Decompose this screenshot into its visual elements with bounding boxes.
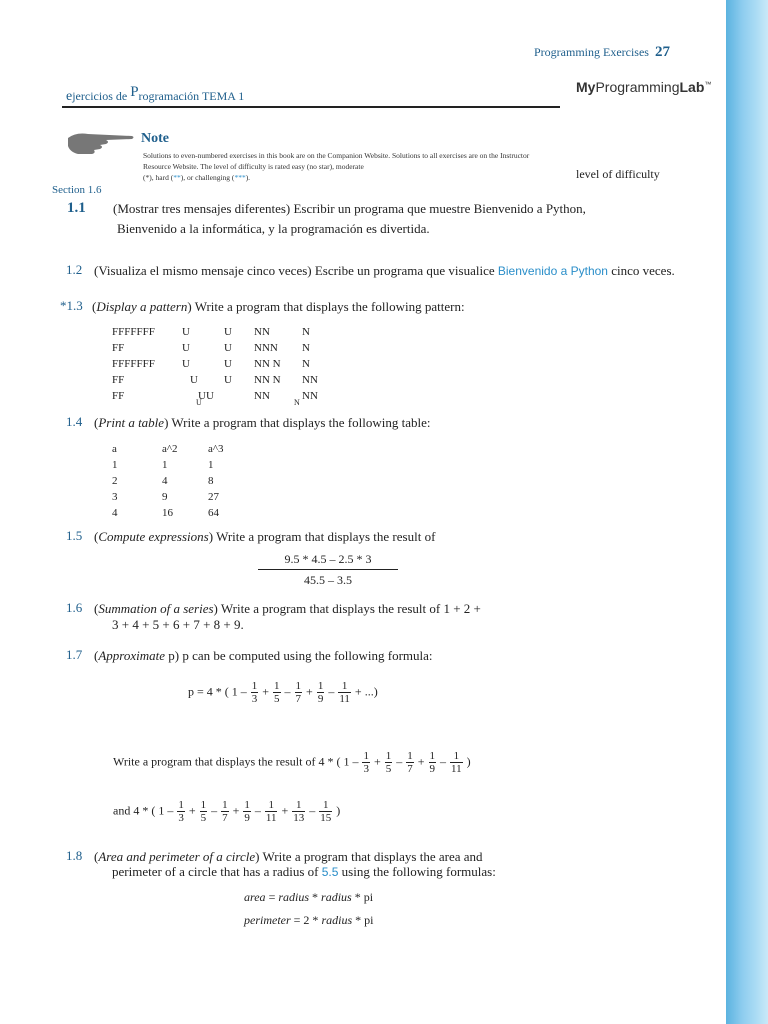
- pattern-cell: FF: [112, 342, 125, 354]
- exercise-1-4-text: [94, 414, 430, 432]
- pattern-cell: [224, 388, 254, 404]
- area-formula: [244, 890, 373, 905]
- paren: (: [94, 529, 99, 544]
- fraction: $\frac{1}{3}$: [363, 750, 369, 775]
- fraction: $\frac{1}{5}$: [385, 750, 392, 775]
- logo-lab: Lab: [679, 79, 705, 95]
- pattern-cell: FFFFFFF: [112, 358, 155, 370]
- exercise-number-1-7: 1.7: [66, 647, 83, 662]
- exercise-1-8-line-2b: using the following formulas:: [338, 864, 496, 879]
- pattern-row: [112, 340, 318, 356]
- table-cell: 16: [162, 507, 173, 519]
- exercise-1-3-rest: ) Write a program that displays the following pattern:: [187, 299, 465, 314]
- code-literal: Bienvenido a Python: [497, 264, 608, 278]
- pi-formula-tail: + ...): [354, 684, 378, 699]
- perimeter-formula: [244, 913, 373, 928]
- exercise-1-4-rest: ) Write a program that displays the following table:: [164, 415, 431, 430]
- exercise-1-4-title: Print a table: [98, 415, 165, 430]
- note-line-2: [143, 172, 543, 183]
- title-part-b: rogramación TEMA 1: [138, 89, 245, 103]
- area-eq: =: [265, 890, 279, 904]
- running-head-label: Programming Exercises: [534, 45, 649, 59]
- exercise-number-1-5: 1.5: [66, 528, 83, 543]
- table-cell: 4: [162, 475, 168, 487]
- running-head: [534, 44, 670, 61]
- pattern-table: [112, 324, 318, 404]
- exercise-1-2-text-a: (Visualiza el mismo mensaje cinco veces) Escribe un programa que visualice: [94, 263, 498, 278]
- fraction: $\frac{1}{9}$: [244, 799, 250, 824]
- pi-write-text: Write a program that displays the result of 4 * ( 1 –: [113, 754, 359, 769]
- fraction: $\frac{1}{7}$: [407, 750, 413, 775]
- exercise-1-5-title: Compute expressions: [98, 529, 209, 544]
- fraction: $\frac{1}{5}$: [274, 680, 280, 705]
- pattern-cell: N: [302, 342, 310, 354]
- pattern-cell: NN: [254, 390, 270, 402]
- note-line-2e: ).: [245, 173, 251, 182]
- exercise-number-1-6: 1.6: [66, 600, 83, 615]
- area-star: *: [309, 890, 322, 904]
- pattern-cell: U: [182, 326, 190, 338]
- radius-var: radius: [278, 890, 310, 904]
- exercise-1-8-title: Area and perimeter of a circle: [98, 849, 256, 864]
- exercise-1-3-text: [92, 298, 465, 316]
- table-cell: 1: [208, 459, 214, 471]
- fraction: $\frac{1}{15}$: [320, 799, 332, 824]
- exercise-1-8-line-2: [112, 863, 496, 881]
- table-header: a^2: [162, 443, 178, 455]
- logo-tm: ™: [704, 81, 712, 89]
- pattern-cell: NN: [302, 390, 318, 402]
- expression-numerator: 9.5 * 4.5 – 2.5 * 3: [258, 552, 398, 570]
- section-label: Section 1.6: [52, 184, 102, 196]
- chapter-title: [66, 84, 244, 105]
- pattern-cell: U: [224, 326, 232, 338]
- exercise-1-2-text: [94, 262, 675, 280]
- pattern-cell: NN: [254, 326, 270, 338]
- exercise-1-1-line-2: Bienvenido a la informática, y la programación es divertida.: [117, 221, 430, 236]
- paren: (: [92, 299, 97, 314]
- pattern-block: [112, 324, 318, 404]
- pi-and-line: and 4 * ( 1 – $\frac{1}{3}$ + $\frac{1}{5}$ – $\frac{1}{7}$ + $\frac{1}{9}$ – $\frac{1}{11}$ + $\frac{1}{13}$ – $\frac{1}{15}$ ): [113, 799, 341, 824]
- exercise-1-3-title: Display a pattern: [96, 299, 188, 314]
- table-cell: 64: [208, 507, 219, 519]
- exercise-1-7-rest: p) p can be computed using the following formula:: [165, 648, 433, 663]
- perimeter-eq: = 2 *: [290, 913, 322, 927]
- pattern-cell: N: [302, 326, 310, 338]
- table-header-row: [112, 441, 224, 457]
- logo-my: My: [576, 79, 596, 95]
- pattern-cell: U: [182, 358, 190, 370]
- pattern-cell: NN: [302, 374, 318, 386]
- note-line-2c: ), or challenging (: [180, 173, 235, 182]
- pattern-row: [112, 356, 318, 372]
- exercise-1-7-title: Approximate: [98, 648, 166, 663]
- exercise-1-2-text-b: cinco veces.: [607, 263, 675, 278]
- table-header: a^3: [208, 443, 224, 455]
- exercise-1-6-title: Summation of a series: [98, 601, 214, 616]
- exercise-number-1-1: 1.1: [67, 200, 86, 216]
- pattern-cell: U: [224, 374, 232, 386]
- exercise-1-1-line-1: (Mostrar tres mensajes diferentes) Escribir un programa que muestre Bienvenido a Python,: [113, 201, 586, 216]
- page-number: 27: [654, 44, 670, 60]
- table-cell: 9: [162, 491, 168, 503]
- fraction: $\frac{1}{11}$: [451, 750, 462, 775]
- fraction: $\frac{1}{9}$: [317, 680, 324, 705]
- paren: (: [94, 601, 99, 616]
- pattern-tail-n: N: [294, 398, 300, 407]
- area-var: area: [244, 890, 266, 904]
- logo-programming: Programming: [595, 79, 680, 95]
- paren: (: [94, 648, 99, 663]
- powers-table-block: [112, 441, 224, 521]
- note-stars-challenging: ***: [234, 173, 246, 182]
- radius-literal: 5.5: [321, 865, 339, 879]
- radius-var: radius: [321, 913, 353, 927]
- pi-and-close: ): [336, 803, 341, 818]
- note-line-1: Solutions to even-numbered exercises in this book are on the Companion Website. Solutions to all exercises are on the Instructor Resource Website. The level of difficulty is rated easy (no star), moderate: [143, 151, 530, 171]
- area-pi: * pi: [351, 890, 374, 904]
- exercise-1-7-text: [94, 647, 433, 665]
- table-header: a: [112, 443, 117, 455]
- pi-write-close: ): [466, 754, 471, 769]
- table-cell: 3: [112, 491, 118, 503]
- table-row: [112, 505, 224, 521]
- table-cell: 27: [208, 491, 219, 503]
- pattern-cell: FFFFFFF: [112, 326, 155, 338]
- exercise-1-8-rest: ) Write a program that displays the area and: [255, 849, 483, 864]
- note-stars-hard: **: [173, 173, 181, 182]
- table-cell: 2: [112, 475, 118, 487]
- fraction: $\frac{1}{13}$: [293, 799, 305, 824]
- fraction: $\frac{1}{3}$: [178, 799, 184, 824]
- pattern-cell: NN N: [254, 358, 281, 370]
- fraction: $\frac{1}{5}$: [200, 799, 207, 824]
- table-cell: 8: [208, 475, 214, 487]
- fraction: $\frac{1}{9}$: [429, 750, 436, 775]
- fraction: $\frac{1}{7}$: [295, 680, 302, 705]
- paren: (: [94, 849, 99, 864]
- exercise-number-1-2: 1.2: [66, 262, 83, 277]
- title-cap: e: [66, 89, 73, 104]
- fraction: $\frac{1}{11}$: [265, 799, 277, 824]
- myprogramminglab-logo: [576, 79, 711, 95]
- pi-and-text: and 4 * ( 1 –: [113, 803, 174, 818]
- exercise-1-8-line-2a: perimeter of a circle that has a radius of: [112, 864, 322, 879]
- exercise-1-6-line-2: 3 + 4 + 5 + 6 + 7 + 8 + 9.: [112, 617, 244, 632]
- fraction: $\frac{1}{11}$: [339, 680, 350, 705]
- fraction: $\frac{1}{3}$: [251, 680, 258, 705]
- exercise-number-1-3: *1.3: [60, 298, 83, 313]
- table-row: [112, 489, 224, 505]
- pattern-cell: U: [224, 358, 232, 370]
- pattern-row: [112, 372, 318, 388]
- table-row: [112, 473, 224, 489]
- pattern-cell: U: [224, 342, 232, 354]
- paren: (: [94, 415, 99, 430]
- pattern-cell: N: [302, 358, 310, 370]
- pattern-cell: NN N: [254, 374, 281, 386]
- table-cell: 1: [162, 459, 168, 471]
- title-part-a: jercicios de: [72, 89, 131, 103]
- table-cell: 4: [112, 507, 118, 519]
- table-cell: 1: [112, 459, 118, 471]
- pattern-cell: FF: [112, 374, 125, 386]
- header-rule: [62, 106, 560, 108]
- pattern-cell: NNN: [254, 342, 278, 354]
- radius-var: radius: [321, 890, 352, 904]
- note-text: [143, 150, 543, 183]
- exercise-number-1-8: 1.8: [66, 848, 83, 863]
- pattern-cell: U: [182, 342, 190, 354]
- expression-fraction: [258, 552, 398, 588]
- note-line-2a: (*), hard (: [143, 173, 174, 182]
- pattern-tail-u: U: [196, 398, 202, 407]
- perimeter-var: perimeter: [244, 913, 291, 927]
- pi-write-line: Write a program that displays the result of 4 * ( 1 – $\frac{1}{3}$ + $\frac{1}{5}$ – $\frac{1}{7}$ + $\frac{1}{9}$ – $\frac{1}{11}$ ): [113, 750, 471, 775]
- pattern-cell: UU: [198, 390, 214, 402]
- table-row: [112, 457, 224, 473]
- difficulty-label: level of difficulty: [576, 167, 660, 181]
- pointing-hand-icon: [66, 128, 136, 156]
- exercise-1-5-rest: ) Write a program that displays the result of: [208, 529, 436, 544]
- pattern-row: [112, 324, 318, 340]
- expression-denominator: 45.5 – 3.5: [304, 573, 352, 587]
- pi-formula-lhs: p = 4 * ( 1 –: [188, 684, 247, 699]
- pi-formula: p = 4 * ( 1 – $\frac{1}{3}$ + $\frac{1}{5}$ – $\frac{1}{7}$ + $\frac{1}{9}$ – $\frac{1}{11}$ + ...): [188, 680, 378, 705]
- note-title: Note: [141, 131, 169, 146]
- sidebar-decoration: [726, 0, 768, 1024]
- exercise-number-1-4: 1.4: [66, 414, 83, 429]
- exercise-1-6-rest: ) Write a program that displays the result of 1 + 2 +: [213, 601, 481, 616]
- exercise-1-5-text: [94, 528, 435, 546]
- fraction: $\frac{1}{7}$: [222, 799, 228, 824]
- title-cap2: P: [130, 84, 139, 100]
- powers-table: [112, 441, 224, 521]
- pattern-cell: U: [190, 374, 198, 386]
- pattern-cell: FF: [112, 390, 125, 402]
- pattern-row: [112, 388, 318, 404]
- perimeter-pi: * pi: [352, 913, 374, 927]
